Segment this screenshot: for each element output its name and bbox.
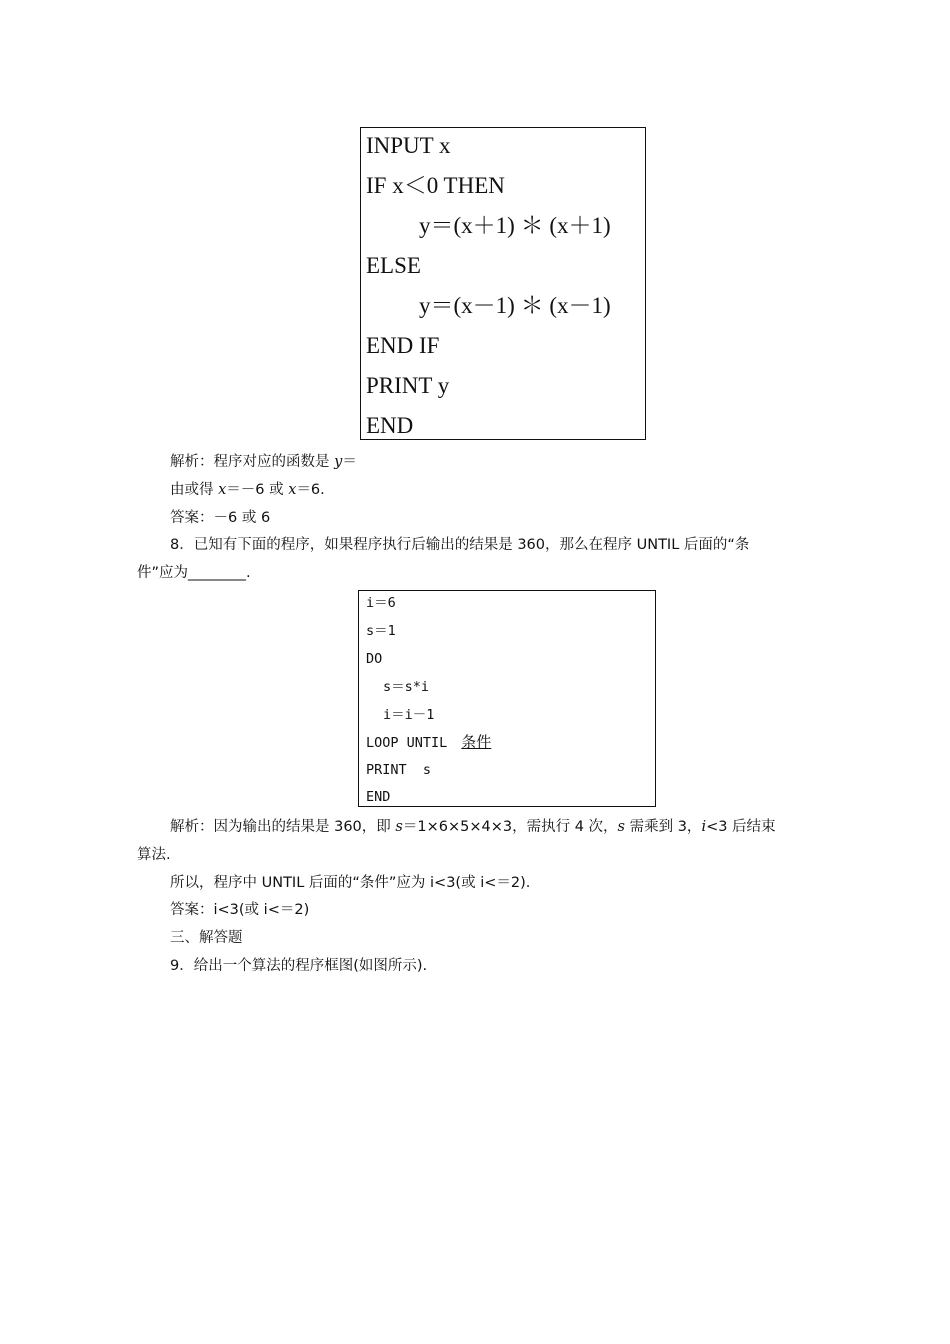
code-line-loop-until: LOOP UNTIL 条件: [366, 733, 492, 751]
code-line: PRINT y: [366, 373, 450, 398]
code-line: i＝6: [366, 595, 396, 611]
code-line: s＝s*i: [383, 679, 430, 695]
condition-blank: 条件: [461, 733, 492, 751]
code-line: PRINT s: [366, 762, 432, 778]
program-code-box-1: [360, 127, 646, 440]
code-line: DO: [366, 651, 383, 667]
question-8-line-1: 8．已知有下面的程序，如果程序执行后输出的结果是 360，那么在程序 UNTIL 后面的“条: [170, 537, 750, 553]
code-line: i＝i－1: [383, 707, 435, 723]
answer-1: 答案：－6 或 6: [170, 510, 271, 526]
question-8-line-2: 件”应为________.: [137, 565, 251, 581]
code-line: END: [366, 413, 414, 438]
code-line: s＝1: [366, 623, 396, 639]
section-heading: 三、解答题: [170, 930, 243, 946]
analysis-1-line-2: 由或得 x＝－6 或 x＝6.: [170, 482, 325, 498]
code-line: y＝(x＋1) ＊ (x＋1): [419, 213, 611, 238]
analysis-2-line-2: 算法.: [137, 847, 171, 863]
code-line: END IF: [366, 333, 440, 358]
question-9: 9．给出一个算法的程序框图(如图所示).: [170, 958, 428, 974]
code-line: END: [366, 789, 391, 805]
analysis-2-line-3: 所以，程序中 UNTIL 后面的“条件”应为 i<3(或 i<＝2).: [170, 875, 531, 891]
code-line: INPUT x: [366, 133, 451, 158]
analysis-1-line-1: 解析：程序对应的函数是 y＝: [170, 454, 357, 470]
analysis-2-line-1: 解析：因为输出的结果是 360，即 s＝1×6×5×4×3，需执行 4 次，s 需乘到 3，i<3 后结束: [170, 819, 776, 835]
program-code-box-2: [358, 590, 656, 807]
code-line: ELSE: [366, 253, 421, 278]
code-line: y＝(x－1) ＊ (x－1): [419, 293, 611, 318]
answer-2: 答案：i<3(或 i<＝2): [170, 902, 310, 918]
code-line: IF x＜0 THEN: [366, 173, 505, 198]
